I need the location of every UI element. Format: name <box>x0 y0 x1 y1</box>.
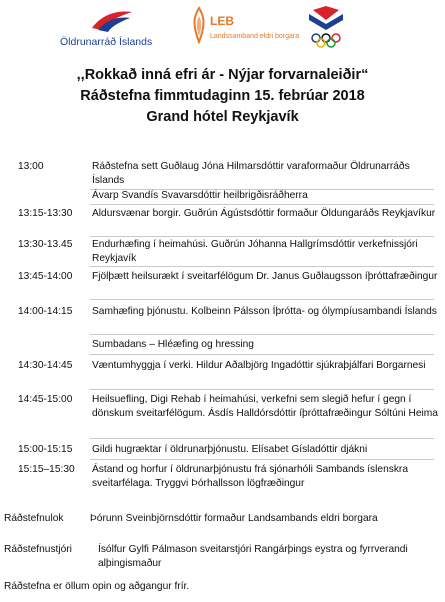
row-divider <box>90 299 434 300</box>
row-divider <box>90 266 434 267</box>
chair-label: Ráðstefnustjóri <box>4 544 72 555</box>
open-note: Ráðstefna er öllum opin og aðgangur frír. <box>4 581 190 592</box>
agenda-item: Ástand og horfur í öldrunarþjónustu frá sjónarhóli Sambands íslenskra sveitarfélaga. Tryggvi Þórhallsson lögfræðingur <box>92 464 408 489</box>
agenda-item: Samhæfing þjónustu. Kolbeinn Pálsson Íþrótta- og ólympíusambandi Íslands <box>92 306 437 317</box>
row-divider <box>90 354 434 355</box>
leb-abbr: LEB <box>210 14 234 28</box>
agenda-item: Gildi hugræktar í öldrunarþjónustu. Elísabet Gísladóttir djákni <box>92 444 368 455</box>
conference-venue: Grand hótel Reykjavík <box>146 109 299 125</box>
bird-swoosh-icon <box>90 6 134 34</box>
oldrunarrad-logo <box>60 6 160 50</box>
conference-title-block <box>0 65 445 128</box>
olympic-rings-icon <box>303 4 349 50</box>
row-divider <box>90 459 434 460</box>
agenda-item: Aldursvænar borgir. Guðrún Ágústsdóttir formaður Öldungaráðs Reykjavíkur <box>92 208 436 219</box>
agenda-time: 14:30-14:45 <box>18 360 73 371</box>
agenda-time: 14:45-15:00 <box>18 394 73 405</box>
row-divider <box>90 236 434 237</box>
agenda-item: Fjölþætt heilsurækt í sveitarfélögum Dr. Janus Guðlaugsson íþróttafræðingur <box>92 271 438 282</box>
isi-olympic-logo <box>303 4 349 50</box>
agenda-time: 15:15–15:30 <box>18 464 75 475</box>
row-divider <box>90 389 434 390</box>
conference-date: Ráðstefna fimmtudaginn 15. febrúar 2018 <box>80 88 365 104</box>
leb-full-name: Landssamband eldri borgara <box>210 33 300 40</box>
logo-bar <box>0 0 445 60</box>
agenda-time: 13:15-13:30 <box>18 208 73 219</box>
agenda-time: 13:45-14:00 <box>18 271 73 282</box>
agenda-item: Sumbadans – Hléæfing og hressing <box>92 339 254 350</box>
agenda-time: 14:00-14:15 <box>18 306 73 317</box>
agenda-time: 13:00 <box>18 161 44 172</box>
agenda-item: Heilsuefling, Digi Rehab í heimahúsi, verkefni sem slegið hefur í gegn í dönskum sveitarfélögum. Ásdís Halldórsdóttir íþróttafræðingur Sóltúni Heima <box>92 394 438 419</box>
oldrunarrad-name: Öldrunarráð Íslands <box>60 36 153 48</box>
agenda-item: Væntumhyggja í verki. Hildur Aðalbjörg Ingadóttir sjúkraþjálfari Borgarnesi <box>92 360 426 371</box>
leb-logo <box>190 6 300 50</box>
row-divider <box>90 438 434 439</box>
chair-text: Ísólfur Gylfi Pálmason sveitarstjóri Rangárþings eystra og fyrrverandi alþingismaður <box>98 544 408 569</box>
agenda-item: Endurhæfing í heimahúsi. Guðrún Jóhanna Hallgrímsdóttir verkefnissjóri Reykjavík <box>92 239 418 264</box>
row-divider <box>90 204 434 205</box>
closing-label: Ráðstefnulok <box>4 513 64 524</box>
row-divider <box>90 334 434 335</box>
leb-flame-icon <box>190 6 208 44</box>
agenda-time: 15:00-15:15 <box>18 444 73 455</box>
agenda-item: Ávarp Svandís Svavarsdóttir heilbrigðisráðherra <box>92 190 308 201</box>
agenda-item: Ráðstefna sett Guðlaug Jóna Hilmarsdóttir varaformaður Öldrunarráðs Íslands <box>92 161 410 186</box>
conference-title: ,,Rokkað inná efri ár - Nýjar forvarnaleiðir“ <box>76 67 369 83</box>
closing-text: Þórunn Sveinbjörnsdóttir formaður Landsambands eldri borgara <box>90 513 378 524</box>
agenda-time: 13:30-13.45 <box>18 239 73 250</box>
